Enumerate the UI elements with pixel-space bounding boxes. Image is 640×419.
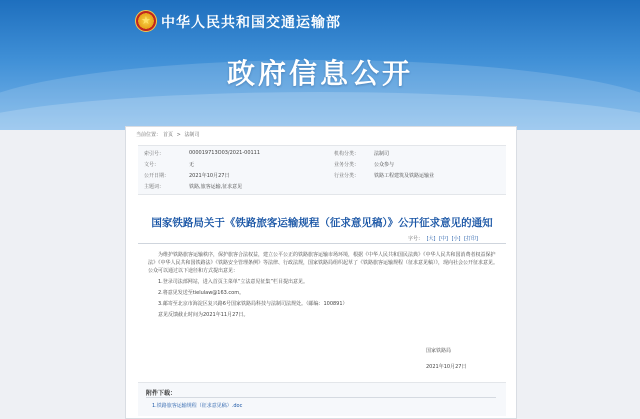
body-paragraph: 2.将意见发送至tielulaw@163.com。 bbox=[158, 290, 245, 296]
page-banner-title: 政府信息公开 bbox=[226, 57, 413, 90]
body-paragraph: 为维护铁路旅客运输秩序，保护旅客合法权益，建立公平公正的铁路旅客运输市场环境，根据《中华人民共和国民法典》《中华人民共和国消费者权益保护法》《中华人民共和国铁路法》《铁路安全管理条例》等法律、行政法规，国家铁路局组织起草了《铁路旅客运输规程（征求意见稿）》，现向社会公开征求意见。公众可以通过以下途径和方式提出意见： bbox=[148, 252, 499, 274]
breadcrumb-separator: > bbox=[175, 132, 183, 138]
font-size-small-link[interactable]: [小] bbox=[451, 236, 461, 242]
header-banner bbox=[0, 0, 640, 130]
meta-value: 000019713O03/2021-00111 bbox=[189, 150, 261, 156]
meta-value: 公众参与 bbox=[374, 162, 395, 168]
meta-value: 铁路工程建筑及铁路运输业 bbox=[374, 173, 435, 179]
meta-value: 2021年10月27日 bbox=[189, 173, 230, 179]
print-link[interactable]: [打印] bbox=[464, 236, 479, 242]
breadcrumb bbox=[136, 131, 201, 138]
meta-value: 法制司 bbox=[374, 151, 390, 157]
meta-value: 铁路,旅客运输,征求意见 bbox=[189, 184, 243, 190]
issuer-signature: 国家铁路局 bbox=[426, 348, 452, 354]
meta-row bbox=[144, 172, 504, 181]
meta-key: 索引号： bbox=[144, 151, 165, 157]
breadcrumb-home[interactable]: 首页 bbox=[163, 132, 174, 138]
national-emblem-icon: ★ bbox=[135, 10, 157, 32]
body-paragraph: 3.邮寄至北京市海淀区复兴路6号国家铁路局科技与法制司法规处。（邮编：100891） bbox=[158, 301, 348, 307]
meta-key: 机构分类： bbox=[334, 151, 360, 157]
body-paragraph: 意见反馈截止时间为2021年11月27日。 bbox=[158, 312, 249, 318]
font-size-tools bbox=[406, 235, 478, 242]
body-paragraph: 1.登录司法部网站，进入首页主菜单“立法意见征集”栏目提出意见。 bbox=[158, 279, 308, 285]
content-card bbox=[125, 126, 517, 419]
meta-row bbox=[144, 161, 504, 170]
meta-value: 无 bbox=[189, 162, 195, 168]
breadcrumb-prefix: 当前位置： bbox=[136, 132, 162, 138]
font-size-medium-link[interactable]: [中] bbox=[439, 236, 449, 242]
meta-key: 业务分类： bbox=[334, 162, 360, 168]
attachments-heading: 附件下载： bbox=[146, 390, 177, 397]
meta-row bbox=[144, 183, 504, 192]
breadcrumb-current[interactable]: 法制司 bbox=[184, 132, 200, 138]
document-title: 国家铁路局关于《铁路旅客运输规程（征求意见稿）》公开征求意见的通知 bbox=[151, 217, 493, 229]
meta-key: 主题词： bbox=[144, 184, 165, 190]
meta-row bbox=[144, 150, 504, 159]
document-body bbox=[148, 251, 498, 322]
attachments-section bbox=[138, 382, 506, 416]
document-metadata-table bbox=[138, 145, 506, 195]
divider bbox=[138, 243, 506, 244]
meta-key: 行业分类： bbox=[334, 173, 360, 179]
divider bbox=[146, 397, 496, 398]
meta-key: 文号： bbox=[144, 162, 160, 168]
font-size-label: 字号： bbox=[408, 236, 424, 242]
ministry-name[interactable]: 中华人民共和国交通运输部 bbox=[161, 15, 341, 31]
meta-key: 公开日期： bbox=[144, 173, 170, 179]
font-size-large-link[interactable]: [大] bbox=[426, 236, 436, 242]
attachment-link[interactable]: 1.铁路旅客运输规程（征求意见稿）.doc bbox=[152, 403, 243, 409]
issue-date: 2021年10月27日 bbox=[426, 364, 467, 370]
